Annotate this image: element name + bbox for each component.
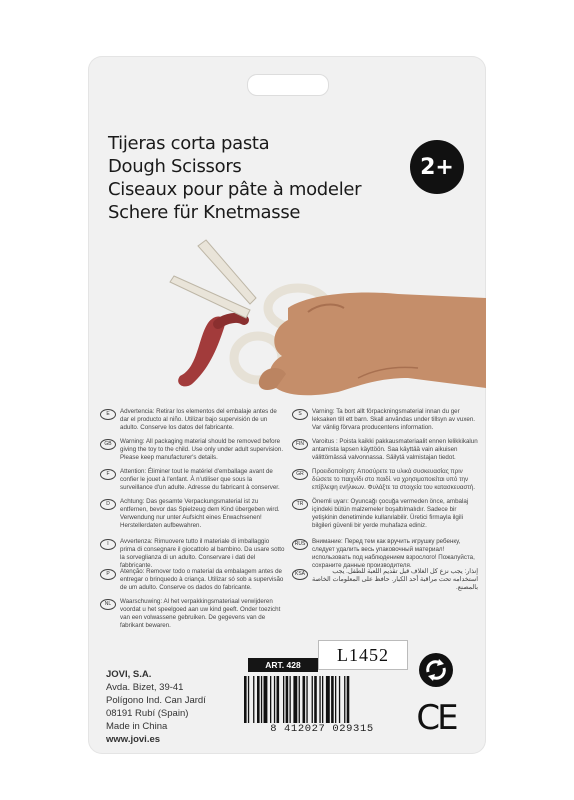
- warning-text: Önemli uyarı: Oyuncağı çocuğa vermeden önce, ambalaj içindeki bütün malzemeler boşaltılmalıdır. Sadece bir yetişkinin denetiminde kullanılabilir. Üretici firmayla ilgili bilgileri güvenli bir yerde muhafaza ediniz.: [312, 498, 469, 529]
- age-badge: 2+: [410, 140, 464, 194]
- lang-code: KSA: [292, 569, 308, 580]
- warning-ksa: [292, 568, 478, 592]
- title-de: Schere für Knetmasse: [108, 202, 301, 223]
- warning-text: إنذار: يجب نزع كل الغلاف قبل تقديم اللعبة للطفل. يجب استخدامه تحت مراقبة أحد الكبار. حافظ على المعلومات الخاصة بالمصنع.: [312, 568, 478, 591]
- lang-code: FIN: [292, 439, 308, 450]
- warning-rus: [292, 538, 478, 570]
- warning-text: Achtung: Das gesamte Verpackungsmaterial ist zu entfernen, bevor das Spielzeug dem Kind übergeben wird. Verwendung nur unter Aufsicht eines Erwachsenen! Herstellerdaten aufbewahren.: [120, 498, 280, 529]
- lang-code: I: [100, 539, 116, 550]
- warning-d: [100, 498, 286, 530]
- hang-hole: [247, 74, 329, 96]
- warning-f: [100, 468, 286, 492]
- warning-es: [100, 408, 286, 432]
- warning-text: Warning: All packaging material should be removed before giving the toy to the child. Use only under adult supervision. Please keep manufacturer's details.: [120, 438, 284, 461]
- title-en: Dough Scissors: [108, 156, 242, 177]
- warning-i: [100, 538, 286, 570]
- recycle-icon: [418, 652, 454, 688]
- company-address-3: 08191 Rubí (Spain): [106, 708, 189, 719]
- lang-code: NL: [100, 599, 116, 610]
- product-titles: [108, 132, 361, 224]
- lang-code: RUS: [292, 539, 308, 550]
- ce-mark: CE: [416, 698, 456, 738]
- manufacturer-info: [106, 668, 206, 746]
- title-es: Tijeras corta pasta: [108, 133, 270, 154]
- warning-fin: [292, 438, 478, 462]
- warning-p: [100, 568, 286, 592]
- company-address-2: Polígono Ind. Can Jardí: [106, 695, 206, 706]
- barcode-number: 8 412027 029315: [236, 723, 408, 735]
- warning-text: Varoitus : Poista kaikki pakkausmateriaalit ennen lelikkikalun antamista lapsen käyttöön. Saa käyttää vain aikuisen välittömässä valvonnassa. Säilytä valmistajan tiedot.: [312, 438, 478, 461]
- warning-gr: [292, 468, 478, 492]
- lang-code: TR: [292, 499, 308, 510]
- lang-code: S: [292, 409, 308, 420]
- warning-gb: [100, 438, 286, 462]
- warning-nl: [100, 598, 286, 630]
- lot-number: L1452: [318, 640, 408, 670]
- warning-text: Attention: Éliminer tout le matériel d'emballage avant de confier le jouet à l'enfant. À n'utiliser que sous la surveillance d'un adulte. Adresse du fabricant à conserver.: [120, 468, 280, 491]
- lang-code: F: [100, 469, 116, 480]
- lang-code: GB: [100, 439, 116, 450]
- blister-card: [88, 56, 486, 754]
- lang-code: GR: [292, 469, 308, 480]
- warning-text: Προειδοποίηση: Αποσύρετε τα υλικά συσκευασίας πριν δώσετε το παιχνίδι στο παιδί. να χρησιμοποιείται υπό την επίβλεψη ενήλικων. Φυλάξτε τα στοιχεία του κατασκευαστή.: [312, 468, 475, 491]
- company-address-1: Avda. Bizet, 39-41: [106, 682, 184, 693]
- lang-code: E: [100, 409, 116, 420]
- warning-text: Avvertenza: Rimuovere tutto il materiale di imballaggio prima di consegnare il giocattolo al bambino. Da usare sotto la sorveglianza di un adulto. Conservare i dati del fabbricante.: [120, 538, 285, 569]
- warning-text: Varning: Ta bort allt förpackningsmaterial innan du ger leksaken till ett barn. Skall användas under tillsyn av vuxen. Var vänlig förvara producentens information.: [312, 408, 476, 431]
- warning-text: Atenção: Remover todo o material da embalagem antes de entregar o brinquedo à criança. Utilizar só sob a supervisão de um adulto. Conserve os dados do fabricante.: [120, 568, 284, 591]
- warning-tr: [292, 498, 478, 530]
- article-number: ART. 428: [248, 658, 318, 672]
- lang-code: P: [100, 569, 116, 580]
- title-fr: Ciseaux pour pâte à modeler: [108, 179, 362, 200]
- warning-text: Advertencia: Retirar los elementos del embalaje antes de dar el producto al niño. Utilizar bajo supervisión de un adulto. Conserve los datos del fabricante.: [120, 408, 277, 431]
- company-name: JOVI, S.A.: [106, 669, 152, 680]
- company-website: www.jovi.es: [106, 734, 161, 745]
- warning-s: [292, 408, 478, 432]
- warning-text: Внимание: Перед тем как вручить игрушку ребенку, следует удалить весь упаковочный материал! использовать под наблюдением взрослого! Пожалуйста, сохраните данные производителя.: [312, 538, 475, 569]
- warning-text: Waarschuwing: Al het verpakkingsmateriaal verwijderen voordat u het speelgoed aan uw kind geeft. Onder toezicht van een volwassene gebruiken. De gegevens van de fabrikant bewaren.: [120, 598, 281, 629]
- lang-code: D: [100, 499, 116, 510]
- made-in: Made in China: [106, 721, 168, 732]
